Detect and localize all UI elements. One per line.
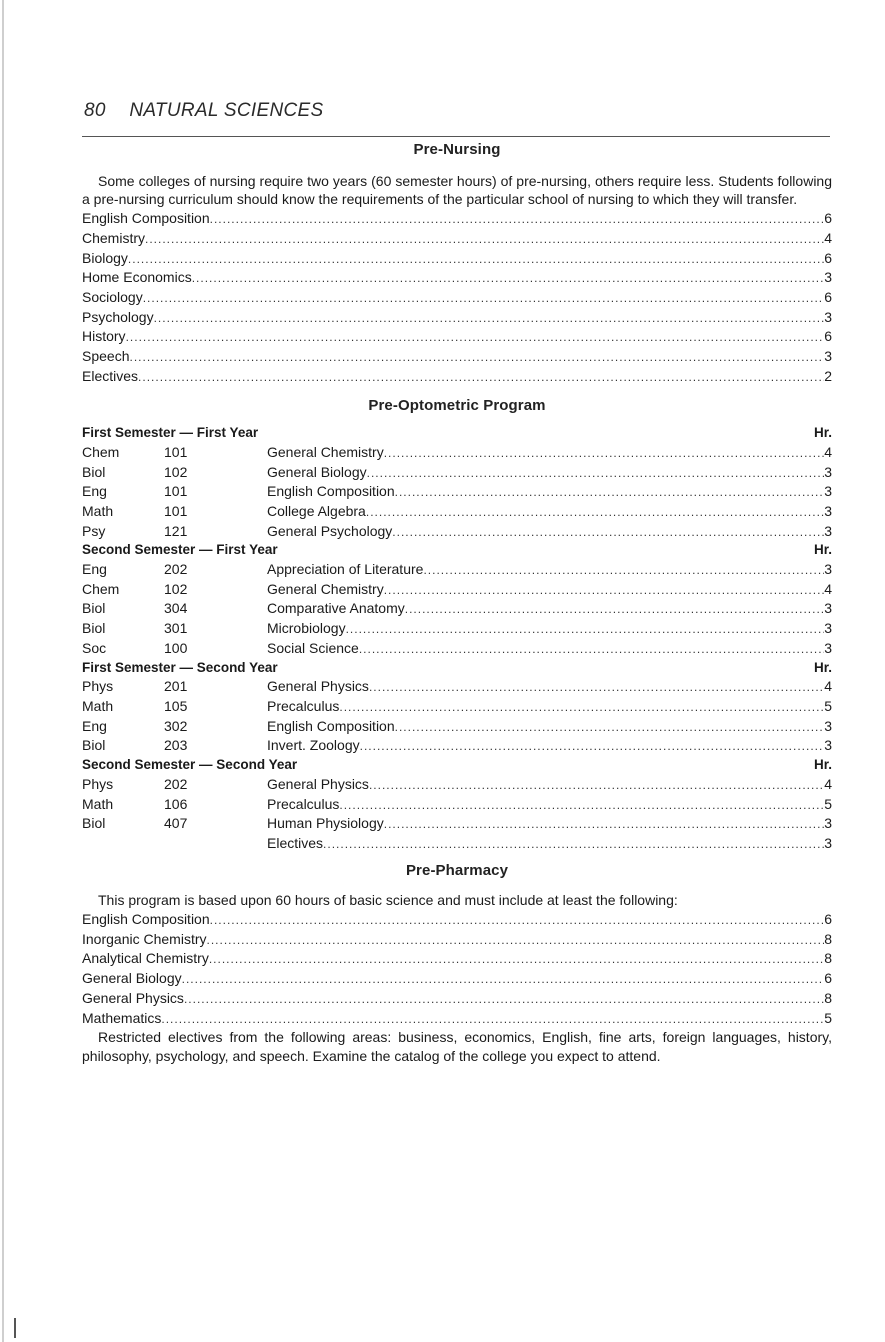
course-hours: 3 <box>824 522 832 539</box>
course-dept: Psy <box>82 522 106 539</box>
item-hours: 6 <box>824 210 832 227</box>
list-item <box>82 327 832 347</box>
dot-leader <box>405 600 824 619</box>
semester-title: Second Semester — Second Year <box>82 757 298 773</box>
dot-leader <box>210 911 825 930</box>
course-hours: 4 <box>824 775 832 792</box>
list-item <box>82 949 832 969</box>
list-item <box>82 249 832 269</box>
course-title: College Algebra <box>267 502 366 519</box>
course-number: 202 <box>164 561 188 578</box>
course-title: General Physics <box>267 775 369 792</box>
course-dept: Biol <box>82 815 106 832</box>
course-row <box>82 677 832 697</box>
list-item <box>82 308 832 328</box>
pre-optometric-curriculum <box>82 424 832 853</box>
course-number: 102 <box>164 463 188 480</box>
course-dept: Biol <box>82 737 106 754</box>
course-hours: 3 <box>824 561 832 578</box>
list-item <box>82 229 832 249</box>
course-hours: 4 <box>824 443 832 460</box>
dot-leader <box>369 776 824 795</box>
pre-nursing-list <box>82 209 832 386</box>
list-item <box>82 1009 832 1029</box>
dot-leader <box>184 990 824 1009</box>
list-item <box>82 288 832 308</box>
course-dept: Phys <box>82 775 114 792</box>
course-row <box>82 717 832 737</box>
course-title: General Psychology <box>267 522 393 539</box>
course-row <box>82 697 832 717</box>
semester-heading <box>82 756 832 775</box>
course-title: Invert. Zoology <box>267 737 360 754</box>
course-number: 407 <box>164 815 188 832</box>
course-row <box>82 560 832 580</box>
item-hours: 2 <box>824 367 832 384</box>
item-hours: 3 <box>824 269 832 286</box>
dot-leader <box>359 640 824 659</box>
dot-leader <box>209 950 824 969</box>
item-hours: 3 <box>824 308 832 325</box>
dot-leader <box>366 503 824 522</box>
item-label: Speech <box>82 348 130 365</box>
item-label: General Biology <box>82 970 182 987</box>
item-label: Electives <box>82 367 139 384</box>
course-hours: 5 <box>824 697 832 714</box>
hours-column-label: Hr. <box>813 757 832 773</box>
course-row <box>82 736 832 756</box>
dot-leader <box>367 464 825 483</box>
course-number: 105 <box>164 697 188 714</box>
course-hours: 4 <box>824 678 832 695</box>
pre-pharmacy-section <box>82 862 832 1066</box>
course-row <box>82 580 832 600</box>
pre-pharmacy-outro: Restricted electives from the following areas: business, economics, English, fine arts, foreign languages, history, philosophy, psychology, and speech. Examine the catalog of the college you expect to attend. <box>82 1029 832 1064</box>
course-dept: Chem <box>82 580 120 597</box>
course-title: General Biology <box>267 463 367 480</box>
item-hours: 3 <box>824 348 832 365</box>
course-hours: 3 <box>824 463 832 480</box>
course-row <box>82 775 832 795</box>
course-title: Precalculus <box>267 697 340 714</box>
item-hours: 8 <box>824 930 832 947</box>
dot-leader <box>395 483 825 502</box>
pre-nursing-section <box>82 141 832 386</box>
dot-leader <box>392 523 824 542</box>
course-row <box>82 639 832 659</box>
course-hours: 3 <box>824 717 832 734</box>
course-title: General Chemistry <box>267 443 384 460</box>
semester-heading <box>82 659 832 678</box>
course-number: 101 <box>164 443 188 460</box>
course-title: Precalculus <box>267 795 340 812</box>
course-row <box>82 599 832 619</box>
course-number: 121 <box>164 522 188 539</box>
course-hours: 5 <box>824 795 832 812</box>
item-label: Analytical Chemistry <box>82 950 209 967</box>
list-item <box>82 347 832 367</box>
dot-leader <box>182 970 825 989</box>
course-row <box>82 795 832 815</box>
item-hours: 5 <box>824 1009 832 1026</box>
list-item <box>82 989 832 1009</box>
dot-leader <box>384 444 825 463</box>
course-hours: 3 <box>824 620 832 637</box>
course-title: General Chemistry <box>267 580 384 597</box>
dot-leader <box>360 737 825 756</box>
pre-nursing-heading: Pre-Nursing <box>413 141 501 158</box>
course-hours: 3 <box>824 737 832 754</box>
dot-leader <box>192 269 825 288</box>
course-hours: 3 <box>824 483 832 500</box>
dot-leader <box>369 678 824 697</box>
page-number: 80 <box>84 100 106 121</box>
pre-optometric-section <box>82 397 832 853</box>
course-dept: Eng <box>82 561 107 578</box>
course-title: Social Science <box>267 639 359 656</box>
dot-leader <box>126 328 825 347</box>
hours-column-label: Hr. <box>813 542 832 558</box>
course-number: 101 <box>164 502 188 519</box>
dot-leader <box>161 1010 824 1029</box>
header-rule <box>82 136 830 137</box>
pre-pharmacy-intro: This program is based upon 60 hours of basic science and must include at least the following: <box>98 892 678 909</box>
pre-nursing-intro: Some colleges of nursing require two years (60 semester hours) of pre-nursing, others require less. Students following a pre-nursing curriculum should know the requirements of the particular school of nursing to which they will transfer. <box>82 172 832 208</box>
course-dept: Soc <box>82 639 107 656</box>
course-dept: Math <box>82 795 114 812</box>
course-row <box>82 463 832 483</box>
course-hours: 3 <box>824 502 832 519</box>
dot-leader <box>339 796 824 815</box>
item-hours: 6 <box>824 970 832 987</box>
pre-optometric-heading: Pre-Optometric Program <box>368 397 546 415</box>
course-number: 201 <box>164 678 188 695</box>
course-title: English Composition <box>267 717 395 734</box>
list-item <box>82 910 832 930</box>
page-content <box>82 141 832 1066</box>
hours-column-label: Hr. <box>813 425 832 441</box>
course-title: Comparative Anatomy <box>267 600 405 617</box>
running-header <box>84 100 323 122</box>
item-label: English Composition <box>82 210 210 227</box>
item-label: Home Economics <box>82 269 192 286</box>
course-row <box>82 443 832 463</box>
list-item <box>82 268 832 288</box>
item-label: History <box>82 328 126 345</box>
semester-heading <box>82 541 832 560</box>
item-hours: 8 <box>824 950 832 967</box>
course-number: 202 <box>164 775 188 792</box>
dot-leader <box>395 718 825 737</box>
course-title: Human Physiology <box>267 815 384 832</box>
dot-leader <box>145 230 824 249</box>
dot-leader <box>154 309 825 328</box>
item-label: Inorganic Chemistry <box>82 930 207 947</box>
dot-leader <box>346 620 825 639</box>
hours-column-label: Hr. <box>813 659 832 675</box>
course-dept: Biol <box>82 463 106 480</box>
page-edge-mark <box>14 1318 16 1338</box>
pre-pharmacy-heading: Pre-Pharmacy <box>405 861 509 879</box>
item-label: Biology <box>82 249 128 266</box>
dot-leader <box>128 250 824 269</box>
course-title: English Composition <box>267 483 395 500</box>
course-number: 106 <box>164 795 188 812</box>
dot-leader <box>323 835 824 854</box>
course-number: 304 <box>164 600 188 617</box>
semester-title: First Semester — Second Year <box>82 659 278 675</box>
section-title: NATURAL SCIENCES <box>129 100 324 121</box>
course-row <box>82 502 832 522</box>
course-dept: Eng <box>82 717 107 734</box>
course-row <box>82 482 832 502</box>
semester-heading <box>82 424 832 443</box>
course-dept: Math <box>82 502 114 519</box>
semester-title: Second Semester — First Year <box>82 542 278 558</box>
course-hours: 3 <box>824 815 832 832</box>
item-label: Sociology <box>82 288 143 305</box>
course-row <box>82 522 832 542</box>
course-number: 203 <box>164 737 188 754</box>
item-label: Psychology <box>82 308 154 325</box>
course-number: 102 <box>164 580 188 597</box>
course-dept: Biol <box>82 620 106 637</box>
course-hours: 3 <box>824 834 832 851</box>
dot-leader <box>138 368 824 387</box>
item-hours: 6 <box>824 911 832 928</box>
course-dept: Eng <box>82 483 107 500</box>
course-dept: Biol <box>82 600 106 617</box>
list-item <box>82 930 832 950</box>
pre-pharmacy-list <box>82 910 832 1028</box>
dot-leader <box>423 561 824 580</box>
course-number: 301 <box>164 620 188 637</box>
course-dept: Phys <box>82 678 114 695</box>
course-title: General Physics <box>267 678 369 695</box>
dot-leader <box>339 698 824 717</box>
course-dept: Math <box>82 697 114 714</box>
item-hours: 6 <box>824 249 832 266</box>
item-label: Mathematics <box>82 1009 162 1026</box>
course-title: Electives <box>267 834 324 851</box>
dot-leader <box>210 210 825 229</box>
course-hours: 3 <box>824 600 832 617</box>
dot-leader <box>143 289 825 308</box>
item-hours: 8 <box>824 989 832 1006</box>
course-hours: 4 <box>824 580 832 597</box>
course-title: Microbiology <box>267 620 346 637</box>
list-item <box>82 969 832 989</box>
item-hours: 6 <box>824 328 832 345</box>
list-item <box>82 209 832 229</box>
course-number: 101 <box>164 483 188 500</box>
course-row <box>82 834 832 854</box>
dot-leader <box>207 931 825 950</box>
item-hours: 6 <box>824 288 832 305</box>
course-number: 100 <box>164 639 188 656</box>
dot-leader <box>129 348 824 367</box>
dot-leader <box>384 581 825 600</box>
course-row <box>82 814 832 834</box>
item-label: Chemistry <box>82 229 146 246</box>
course-row <box>82 619 832 639</box>
page-edge-shadow <box>2 0 4 1342</box>
course-number: 302 <box>164 717 188 734</box>
course-dept: Chem <box>82 443 120 460</box>
item-label: English Composition <box>82 911 210 928</box>
item-label: General Physics <box>82 989 184 1006</box>
course-title: Appreciation of Literature <box>267 561 424 578</box>
item-hours: 4 <box>824 229 832 246</box>
course-hours: 3 <box>824 639 832 656</box>
semester-title: First Semester — First Year <box>82 425 259 441</box>
list-item <box>82 367 832 387</box>
dot-leader <box>384 815 824 834</box>
